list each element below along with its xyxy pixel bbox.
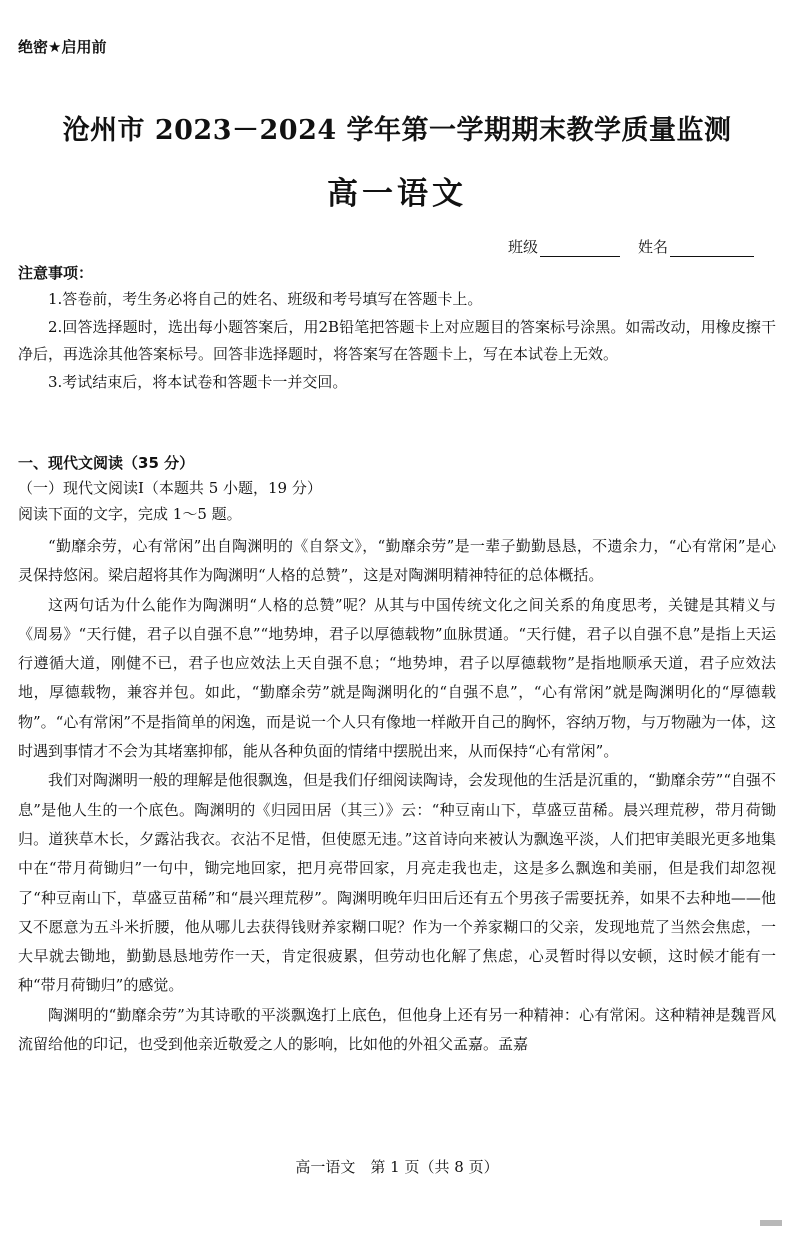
notes-list: [18, 286, 776, 396]
section-heading: 一、现代文阅读（35 分）: [18, 454, 195, 472]
note-item: 1.答卷前，考生务必将自己的姓名、班级和考号填写在答题卡上。: [48, 290, 483, 308]
note-item: 3.考试结束后，将本试卷和答题卡一并交回。: [48, 372, 348, 391]
name-field: [638, 236, 754, 257]
student-info-fields: [508, 236, 754, 257]
notes-heading: 注意事项：: [18, 264, 94, 282]
class-field: [508, 236, 620, 257]
reading-passage: [18, 532, 776, 1059]
reading-instruction: 阅读下面的文字，完成 1～5 题。: [18, 505, 242, 523]
passage-paragraph: 这两句话为什么能作为陶渊明“人格的总赞”呢？从其与中国传统文化之间关系的角度思考，关键是其精义与《周易》“天行健，君子以自强不息”“地势坤，君子以厚德载物”血脉贯通。“天行健，君子以自强不息”是指上天运行遵循大道，刚健不已，君子也应效法上天自强不息；“地势坤，君子以厚德载物”是指地顺承天道，君子应效法地，厚德载物，兼容并包。如此，“勤靡余劳”就是陶渊明化的“自强不息”，“心有常闲”就是陶渊明化的“厚德载物”。“心有常闲”不是指简单的闲逸，而是说一个人只有像地一样敞开自己的胸怀，容纳万物，与万物融为一体，这时遇到事情才不会为其堵塞抑郁，能从各种负面的情绪中摆脱出来，从而保持“心有常闲”。: [18, 595, 777, 761]
note-item: 2.回答选择题时，选出每小题答案后，用2B铅笔把答题卡上对应题目的答案标号涂黑。如需改动，用橡皮擦干净后，再选涂其他答案标号。回答非选择题时，将答案写在答题卡上，写在本试卷上无效。: [18, 317, 776, 363]
page-footer: 高一语文 第 1 页（共 8 页）: [295, 1158, 499, 1176]
passage-paragraph: 我们对陶渊明一般的理解是他很飘逸，但是我们仔细阅读陶诗，会发现他的生活是沉重的，“勤靡余劳”“自强不息”是他人生的一个底色。陶渊明的《归园田居（其三）》云：“种豆南山下，草盛豆苗稀。晨兴理荒秽，带月荷锄归。道狭草木长，夕露沾我衣。衣沾不足惜，但使愿无违。”这首诗向来被认为飘逸平淡，人们把审美眼光更多地集中在“带月荷锄归”一句中，锄完地回家，把月亮带回家，月亮走我也走，这是多么飘逸和美丽，但是我们却忽视了“种豆南山下，草盛豆苗稀”和“晨兴理荒秽”。陶渊明晚年归田后还有五个男孩子需要抚养，如果不去种地——他又不愿意为五斗米折腰，他从哪儿去获得钱财养家糊口呢？作为一个养家糊口的父亲，发现地荒了当然会焦虑，一大早就去锄地，勤勤恳恳地劳作一天，肯定很疲累，但劳动也化解了焦虑，心灵暂时得以安顿，这时候才能有一种“带月荷锄归”的感觉。: [18, 771, 777, 995]
corner-watermark: [760, 1220, 782, 1226]
class-blank-line: [540, 242, 620, 257]
passage-paragraph: 陶渊明的“勤靡余劳”为其诗歌的平淡飘逸打上底色，但他身上还有另一种精神：心有常闲。这种精神是魏晋风流留给他的印记，也受到他亲近敬爱之人的影响，比如他的外祖父孟嘉。孟嘉: [18, 1005, 776, 1054]
subject-title: 高一语文: [327, 176, 467, 212]
confidential-label: 绝密★启用前: [18, 38, 107, 56]
section-sub-heading: （一）现代文阅读Ⅰ（本题共 5 小题，19 分）: [18, 479, 322, 497]
name-blank-line: [670, 242, 754, 257]
exam-title: 沧州市 2023－2024 学年第一学期期末教学质量监测: [62, 115, 732, 146]
passage-paragraph: “勤靡余劳，心有常闲”出自陶渊明的《自祭文》，“勤靡余劳”是一辈子勤勤恳恳，不遗余力，“心有常闲”是心灵保持悠闲。梁启超将其作为陶渊明“人格的总赞”，这是对陶渊明精神特征的总体概括。: [18, 537, 776, 585]
name-label: 姓名: [637, 238, 668, 256]
class-label: 班级: [507, 238, 538, 256]
